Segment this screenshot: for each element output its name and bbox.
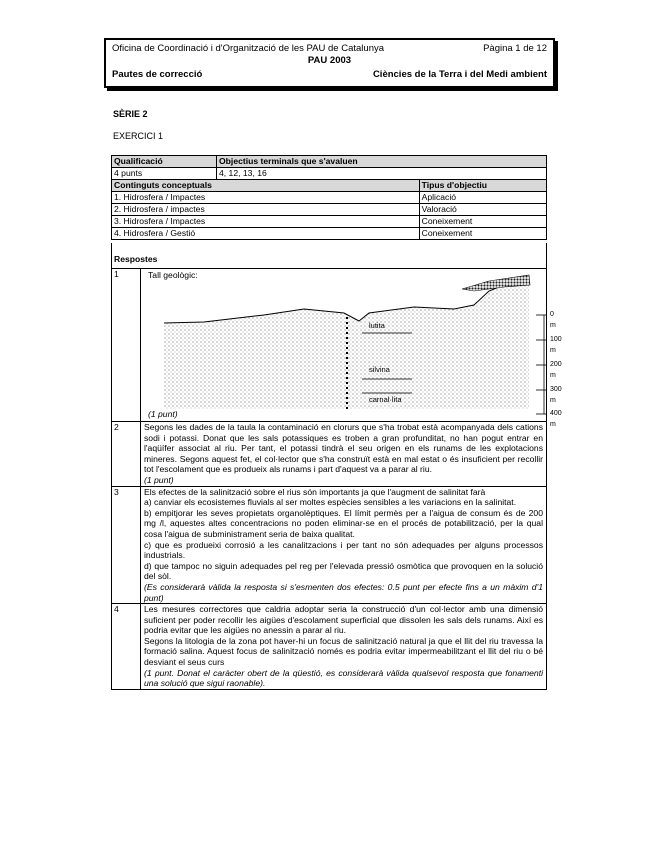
answer-row-3	[112, 486, 547, 604]
office-name: Oficina de Coordinació i d'Organització de les PAU de Catalunya	[112, 43, 385, 54]
depth-label: 200 m	[550, 361, 562, 379]
answer-intro: Els efectes de la salinització sobre el rius són importants ja que l'augment de salinitat farà	[144, 486, 486, 497]
grading-note: (1 punt. Donat el caràcter obert de la qüestió, es considerarà vàlida qualsevol resposta que fonamenti una solució que sigui raonable).	[144, 667, 543, 689]
stratum-label-silvina: silvina	[369, 365, 390, 374]
effect-b: b) empitjorar les seves propietats organolèptiques. El límit permès per a l'aigua de consum és de 200 mg /l, aquestes altes concentracions no poden eliminar-se en el procés de potabilització, per la qual cosa l'aigua de subministrament seria de baixa qualitat.	[144, 507, 543, 539]
content-cell: 2. Hidrosfera / impactes	[112, 204, 420, 216]
cross-section-drawing	[144, 269, 550, 421]
objectives-cell: 4, 12, 13, 16	[217, 168, 547, 180]
page-header	[104, 38, 555, 88]
answer-points: (1 punt)	[144, 474, 174, 485]
header-left-subtitle: Pautes de correcció	[112, 69, 203, 80]
subject-name: Ciències de la Terra i del Medi ambient	[372, 69, 547, 80]
depth-label: 100 m	[550, 336, 562, 354]
answer-paragraph: Segons la litologia de la zona pot haver-hi un focus de salinització natural ja que el llit del riu travessa la formació salina. Aquest focus de salinització només es podria evitar impermeabilitzant el llit del riu o bé desviant el seus curs	[144, 635, 543, 668]
content-cell: 4. Hidrosfera / Gestió	[112, 228, 420, 240]
type-cell: Aplicació	[419, 192, 546, 204]
answer-number: 2	[112, 422, 141, 487]
answer-points: (1 punt)	[148, 409, 178, 419]
type-cell: Valoració	[419, 204, 546, 216]
contents-header: Continguts conceptuals	[112, 180, 420, 192]
stratum-label-carnallita: carnal·lita	[369, 395, 402, 404]
answers-title: Respostes	[114, 254, 158, 264]
objectives-header: Objectius terminals que s'avaluen	[217, 156, 547, 168]
answer-number: 3	[112, 486, 141, 604]
exam-year: PAU 2003	[307, 55, 352, 66]
effect-a: a) canviar els ecosistemes fluvials al ser moltes espècies sensibles a les variacions en la salinitat.	[144, 497, 517, 508]
depth-label: 0 m	[550, 311, 556, 329]
page-number: Pàgina 1 de 12	[483, 43, 547, 54]
qualification-header: Qualificació	[112, 156, 217, 168]
type-cell: Coneixement	[419, 216, 546, 228]
content-cell: 3. Hidrosfera / Impactes	[112, 216, 420, 228]
answer-row-4	[112, 604, 547, 690]
type-cell: Coneixement	[419, 228, 546, 240]
serie-heading: SÈRIE 2	[113, 109, 148, 119]
effect-d: d) que tampoc no siguin adequades pel reg per l'elevada pressió osmòtica que provoquen en la solució del sòl.	[144, 560, 543, 582]
points-cell: 4 punts	[112, 168, 217, 180]
exercise-heading: EXERCICI 1	[113, 131, 164, 141]
content-cell: 1. Hidrosfera / Impactes	[112, 192, 420, 204]
answer-row-1	[112, 269, 547, 422]
answer-number: 1	[112, 269, 141, 422]
answer-row-2	[112, 422, 547, 487]
grading-note: (Es considerarà vàlida la resposta si s'esmenten dos efectes: 0.5 punt per efecte fins a un màxim d'1 punt)	[144, 581, 543, 603]
type-header: Tipus d'objectiu	[419, 180, 546, 192]
answers-title-row	[111, 243, 547, 268]
answer-text: Segons les dades de la taula la contaminació en clorurs que s'ha trobat està acompanyada dels cations sodi i potassi. Donat que les sals potassiques es troben a gran profunditat, no han pogut entrar en l'aqüífer associat al riu. Per tant, el potassi tindrà el seu origen en els runams de les explotacions mineres. Segons aquest fet, el col·lector que s'ha construït està en mal estat o és insuficient per recollir tot l'escolament que es produeix als runams i part d'aquest va a parar al riu.	[144, 422, 543, 475]
answers-table	[111, 268, 562, 690]
stratum-label-lutita: lutita	[369, 321, 385, 330]
answer-paragraph: Les mesures correctores que caldria adoptar seria la construcció d'un col·lector amb una dimensió suficient per poder recollir les aigües d'escolament superficial que dissolen les sals dels runams. Així es podria evitar que les aigües no anessin a parar al riu.	[144, 604, 543, 636]
effect-c: c) que es produeixi corrosió a les canalitzacions i per tant no són adequades per alguns processos industrials.	[144, 539, 543, 561]
depth-label: 400 m	[550, 410, 562, 428]
answer-number: 4	[112, 604, 141, 690]
objectives-table	[111, 155, 547, 240]
geologic-cross-section	[144, 269, 562, 428]
figure-label: Tall geològic:	[148, 270, 198, 280]
depth-label: 300 m	[550, 386, 562, 404]
